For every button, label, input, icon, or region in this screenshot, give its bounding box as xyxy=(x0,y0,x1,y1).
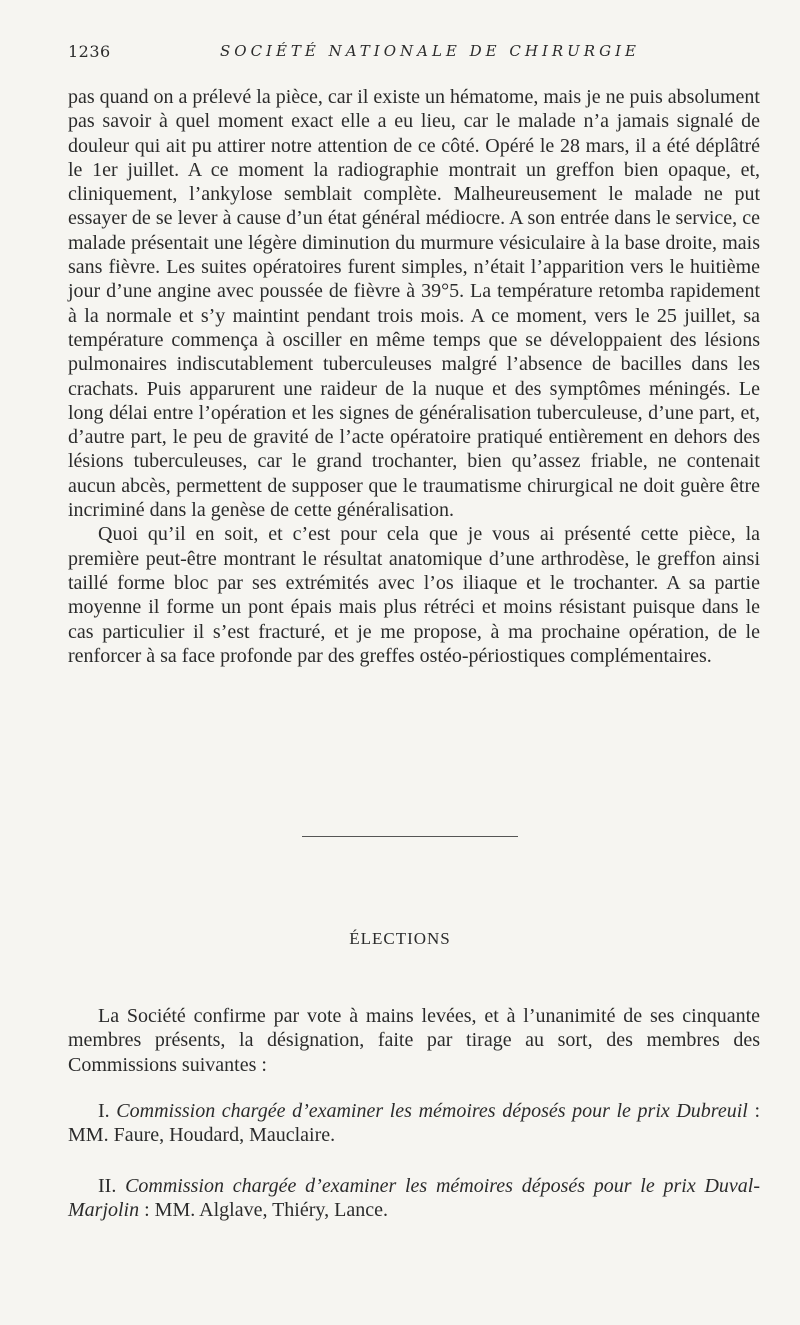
elections-intro xyxy=(68,1004,760,1077)
commission-2-title: Commission chargée d’examiner les mémoires déposés pour le prix Duval-Marjolin xyxy=(68,1175,760,1222)
commission-item-1 xyxy=(68,1099,760,1148)
elections-intro-text: La Société confirme par vote à mains levées, et à l’unanimité de ses cinquante membres présents, la désignation, faite par tirage au sort, des membres des Commissions suivantes : xyxy=(68,1005,760,1076)
paragraph-continuation: pas quand on a prélevé la pièce, car il existe un hématome, mais je ne puis absolument pas savoir à quel moment exact elle a eu lieu, car le malade n’a jamais signalé de douleur qui ait pu attirer notre attention de ce côté. Opéré le 28 mars, il a été déplâtré le 1er juillet. A ce moment la radiographie montrait un greffon bien opaque, et, cliniquement, l’ankylose semblait complète. Malheureusement le malade ne put essayer de se lever à cause d’un état général médiocre. A son entrée dans le service, ce malade présentait une légère diminution du murmure vésiculaire à la base droite, mais sans fièvre. Les suites opératoires furent simples, n’était l’apparition vers le huitième jour d’une angine avec poussée de fièvre à 39°5. La température retomba rapidement à la normale et s’y maintint pendant trois mois. A ce moment, vers le 25 juillet, sa température commença à osciller en même temps que se développaient des lésions pulmonaires indiscutablement tuberculeuses malgré l’absence de bacilles dans les crachats. Puis apparurent une raideur de la nuque et des symptômes méningés. Le long délai entre l’opération et les signes de généralisation tuberculeuse, d’une part, et, d’autre part, le peu de gravité de l’acte opératoire pratiqué entièrement en dehors des lésions tuberculeuses, car le grand trochanter, bien qu’assez friable, ne contenait aucun abcès, permettent de supposer que le traumatisme chirurgical ne doit guère être incriminé dans la genèse de cette généralisation. xyxy=(68,86,760,522)
commission-1-title: Commission chargée d’examiner les mémoires déposés pour le prix Dubreuil xyxy=(116,1100,748,1122)
commission-2-text xyxy=(68,1174,760,1223)
page-header xyxy=(68,42,760,66)
commission-1-text xyxy=(68,1099,760,1148)
section-divider xyxy=(302,836,518,837)
commission-2-numeral: II. xyxy=(98,1175,117,1197)
commission-1-numeral: I. xyxy=(98,1100,110,1122)
commission-item-2 xyxy=(68,1174,760,1223)
running-head: SOCIÉTÉ NATIONALE DE CHIRURGIE xyxy=(220,42,640,60)
body-text xyxy=(68,85,760,668)
section-title: ÉLECTIONS xyxy=(349,929,451,948)
commission-2-members: : MM. Alglave, Thiéry, Lance. xyxy=(144,1199,388,1222)
paragraph-conclusion: Quoi qu’il en soit, et c’est pour cela que je vous ai présenté cette pièce, la première peut-être montrant le résultat anatomique d’une arthrodèse, le greffon ainsi taillé forme bloc par ses extrémités avec l’os iliaque et le trochanter. A sa partie moyenne il forme un pont épais mais plus rétréci et moins résistant puisque dans le cas particulier il s’est fracturé, et je me propose, à ma prochaine opération, de le renforcer à sa face profonde par des greffes ostéo-périostiques complémentaires. xyxy=(68,523,760,667)
page-number: 1236 xyxy=(68,42,111,61)
commission-1-members: : MM. Faure, Houdard, Mauclaire. xyxy=(68,1100,761,1147)
